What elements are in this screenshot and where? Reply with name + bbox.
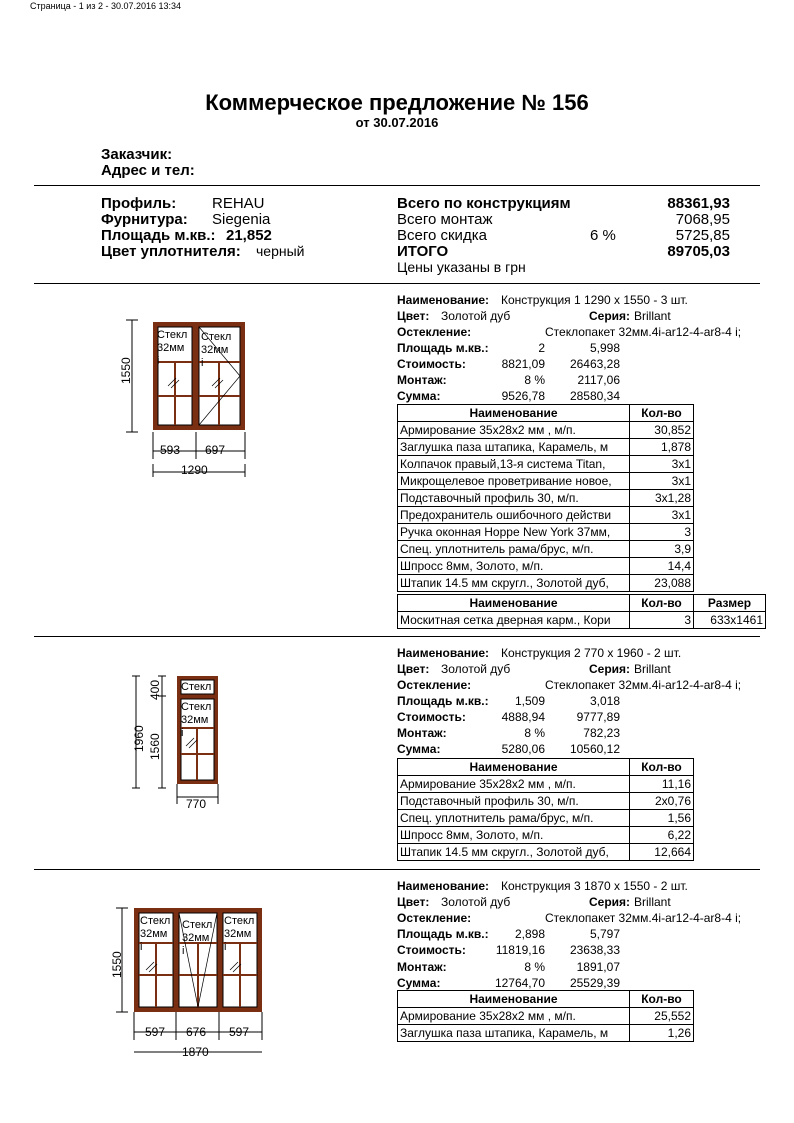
sum-unit: 12764,70 (494, 976, 545, 990)
grand-total-label: ИТОГО (397, 243, 449, 260)
name-label: Наименование: (397, 646, 490, 660)
sum-unit: 5280,06 (501, 742, 545, 756)
table-row (398, 507, 694, 524)
install-value: 7068,95 (675, 211, 730, 228)
area-total: 5,797 (589, 927, 620, 941)
area-unit: 2 (538, 341, 545, 355)
glazing-label: Остекление: (397, 911, 472, 925)
seal-label: Цвет уплотнителя: (101, 243, 241, 260)
area-label: Площадь м.кв.: (397, 927, 489, 941)
color-value: Золотой дуб (441, 662, 511, 676)
cost-label: Стоимость: (397, 710, 466, 724)
table-row (398, 490, 694, 507)
table-row (398, 575, 694, 592)
discount-value: 5725,85 (675, 227, 730, 244)
table-row (398, 541, 694, 558)
divider (34, 185, 760, 186)
item-size: 633x1461 (694, 612, 766, 629)
table-row (398, 844, 694, 861)
table-row (398, 612, 766, 629)
cost-unit: 4888,94 (501, 710, 545, 724)
sum-total: 10560,12 (569, 742, 620, 756)
table-header-row (398, 595, 766, 612)
column-header-name: Наименование (398, 595, 630, 612)
items-table-1 (397, 404, 694, 592)
item-name: Подставочный профиль 30, м/п. (398, 793, 630, 810)
table-row (398, 793, 694, 810)
item-qty: 6,22 (630, 827, 694, 844)
page-header: Страница - 1 из 2 - 30.07.2016 13:34 (30, 1, 182, 11)
item-qty: 11,16 (630, 776, 694, 793)
dim-w2-1: 697 (205, 443, 226, 457)
item-name: Ручка оконная Hoppe New York 37мм, (398, 524, 630, 541)
customer-label: Заказчик: (101, 146, 173, 163)
cost-total: 9777,89 (576, 710, 620, 724)
total-label: Всего по конструкциям (397, 195, 571, 212)
series-label: Серия: (589, 309, 631, 323)
area-total: 3,018 (589, 694, 620, 708)
area-value: 21,852 (226, 227, 272, 244)
name-label: Наименование: (397, 293, 490, 307)
color-label: Цвет: (397, 895, 430, 909)
name-label: Наименование: (397, 879, 490, 893)
extras-table-1 (397, 594, 766, 629)
window-drawing-1 (120, 314, 260, 484)
dim-width-2: 770 (186, 797, 207, 811)
item-qty: 14,4 (630, 558, 694, 575)
item-name: Заглушка паза штапика, Карамель, м (398, 439, 630, 456)
items-table-2 (397, 758, 694, 861)
item-qty: 12,664 (630, 844, 694, 861)
item-name: Штапик 14.5 мм скругл., Золотой дуб, (398, 575, 630, 592)
address-label: Адрес и тел: (101, 162, 195, 179)
item-name: Колпачок правый,13-я система Titan, (398, 456, 630, 473)
cost-unit: 8821,09 (501, 357, 545, 371)
construction-name: Конструкция 1 1290 x 1550 - 3 шт. (501, 293, 688, 307)
column-header-size: Размер (694, 595, 766, 612)
document-date: от 30.07.2016 (355, 115, 439, 130)
column-header-name: Наименование (398, 759, 630, 776)
install-total: 2117,06 (577, 373, 620, 387)
area-total: 5,998 (589, 341, 620, 355)
cost-label: Стоимость: (397, 943, 466, 957)
grand-total-value: 89705,03 (667, 243, 730, 260)
install-label: Монтаж: (397, 960, 447, 974)
item-name: Предохранитель ошибочного действи (398, 507, 630, 524)
item-qty: 23,088 (630, 575, 694, 592)
item-name: Армирование 35x28x2 мм , м/п. (398, 1008, 630, 1025)
glass-note: Стекл 32мм i (201, 331, 232, 369)
item-qty: 1,56 (630, 810, 694, 827)
series-label: Серия: (589, 662, 631, 676)
sum-total: 25529,39 (569, 976, 620, 990)
glazing-label: Остекление: (397, 325, 472, 339)
area-label: Площадь м.кв.: (101, 227, 216, 244)
install-label: Монтаж: (397, 726, 447, 740)
cost-total: 23638,33 (569, 943, 620, 957)
profile-label: Профиль: (101, 195, 177, 212)
construction-name: Конструкция 2 770 x 1960 - 2 шт. (501, 646, 682, 660)
sum-unit: 9526,78 (501, 389, 545, 403)
install-label: Всего монтаж (397, 211, 493, 228)
column-header-qty: Кол-во (630, 405, 694, 422)
item-name: Шпросс 8мм, Золото, м/п. (398, 558, 630, 575)
cost-unit: 11819,16 (495, 943, 545, 957)
install-percent: 8 % (524, 960, 545, 974)
currency-note: Цены указаны в грн (397, 259, 526, 275)
table-row (398, 1025, 694, 1042)
area-unit: 2,898 (514, 927, 545, 941)
sum-label: Сумма: (397, 976, 441, 990)
item-qty: 30,852 (630, 422, 694, 439)
item-qty: 1,878 (630, 439, 694, 456)
column-header-name: Наименование (398, 405, 630, 422)
document-title: Коммерческое предложение № 156 (205, 90, 589, 115)
table-row (398, 473, 694, 490)
item-name: Москитная сетка дверная карм., Кори (398, 612, 630, 629)
dim-h-bottom-2: 1560 (148, 733, 162, 760)
discount-percent: 6 % (590, 227, 616, 244)
cost-label: Стоимость: (397, 357, 466, 371)
table-row (398, 439, 694, 456)
dim-height-2: 1960 (132, 725, 146, 752)
item-qty: 3 (630, 612, 694, 629)
column-header-qty: Кол-во (630, 759, 694, 776)
glass-note: Стекл 32мм i (224, 915, 255, 953)
glass-note: Стекл 32мм i (157, 329, 188, 367)
glazing-value: Стеклопакет 32мм.4i-ar12-4-ar8-4 i; (545, 678, 742, 692)
sum-label: Сумма: (397, 389, 441, 403)
install-label: Монтаж: (397, 373, 447, 387)
dim-w3-3: 597 (229, 1025, 250, 1039)
dim-w1-1: 593 (160, 443, 181, 457)
item-qty: 1,26 (630, 1025, 694, 1042)
items-table-3 (397, 990, 694, 1042)
total-value: 88361,93 (667, 195, 730, 212)
table-header-row (398, 405, 694, 422)
glazing-value: Стеклопакет 32мм.4i-ar12-4-ar8-4 i; (545, 325, 742, 339)
install-percent: 8 % (524, 726, 545, 740)
dim-width-1: 1290 (181, 463, 208, 477)
series-label: Серия: (589, 895, 631, 909)
item-name: Микрощелевое проветривание новое, (398, 473, 630, 490)
divider (34, 636, 760, 637)
table-header-row (398, 759, 694, 776)
area-label: Площадь м.кв.: (397, 694, 489, 708)
column-header-qty: Кол-во (630, 991, 694, 1008)
item-qty: 2x0,76 (630, 793, 694, 810)
hardware-label: Фурнитура: (101, 211, 188, 228)
table-row (398, 558, 694, 575)
table-row (398, 776, 694, 793)
item-qty: 3,9 (630, 541, 694, 558)
dim-w2-3: 676 (186, 1025, 207, 1039)
item-name: Штапик 14.5 мм скругл., Золотой дуб, (398, 844, 630, 861)
dim-height-1: 1550 (119, 357, 133, 384)
item-qty: 3x1,28 (630, 490, 694, 507)
item-qty: 25,552 (630, 1008, 694, 1025)
hardware-value: Siegenia (212, 211, 271, 228)
table-row (398, 1008, 694, 1025)
dim-height-3: 1550 (110, 951, 124, 978)
install-total: 782,23 (583, 726, 620, 740)
glazing-label: Остекление: (397, 678, 472, 692)
color-label: Цвет: (397, 662, 430, 676)
table-row (398, 422, 694, 439)
area-label: Площадь м.кв.: (397, 341, 489, 355)
glazing-value: Стеклопакет 32мм.4i-ar12-4-ar8-4 i; (545, 911, 742, 925)
divider (34, 283, 760, 284)
divider (34, 869, 760, 870)
table-row (398, 827, 694, 844)
item-name: Спец. уплотнитель рама/брус, м/п. (398, 810, 630, 827)
construction-name: Конструкция 3 1870 x 1550 - 2 шт. (501, 879, 688, 893)
item-name: Армирование 35x28x2 мм , м/п. (398, 776, 630, 793)
sum-label: Сумма: (397, 742, 441, 756)
item-qty: 3x1 (630, 507, 694, 524)
glass-note: Стекл (181, 681, 212, 693)
series-value: Brillant (634, 662, 671, 676)
item-name: Заглушка паза штапика, Карамель, м (398, 1025, 630, 1042)
table-row (398, 456, 694, 473)
dim-w1-3: 597 (145, 1025, 166, 1039)
color-value: Золотой дуб (441, 895, 511, 909)
table-row (398, 810, 694, 827)
install-percent: 8 % (524, 373, 545, 387)
item-name: Армирование 35x28x2 мм , м/п. (398, 422, 630, 439)
sum-total: 28580,34 (569, 389, 620, 403)
item-name: Подставочный профиль 30, м/п. (398, 490, 630, 507)
series-value: Brillant (634, 309, 671, 323)
item-qty: 3 (630, 524, 694, 541)
item-qty: 3x1 (630, 456, 694, 473)
color-label: Цвет: (397, 309, 430, 323)
column-header-qty: Кол-во (630, 595, 694, 612)
series-value: Brillant (634, 895, 671, 909)
cost-total: 26463,28 (569, 357, 620, 371)
color-value: Золотой дуб (441, 309, 511, 323)
dim-h-top-2: 400 (148, 679, 162, 700)
glass-note: Стекл 32мм i (182, 919, 213, 957)
install-total: 1891,07 (576, 960, 620, 974)
seal-value: черный (256, 243, 305, 259)
glass-note: Стекл 32мм i (181, 701, 212, 739)
table-row (398, 524, 694, 541)
dim-width-3: 1870 (182, 1045, 209, 1059)
area-unit: 1,509 (514, 694, 545, 708)
column-header-name: Наименование (398, 991, 630, 1008)
glass-note: Стекл 32мм i (140, 915, 171, 953)
item-name: Шпросс 8мм, Золото, м/п. (398, 827, 630, 844)
profile-value: REHAU (212, 195, 265, 212)
item-qty: 3x1 (630, 473, 694, 490)
table-header-row (398, 991, 694, 1008)
discount-label: Всего скидка (397, 227, 487, 244)
item-name: Спец. уплотнитель рама/брус, м/п. (398, 541, 630, 558)
